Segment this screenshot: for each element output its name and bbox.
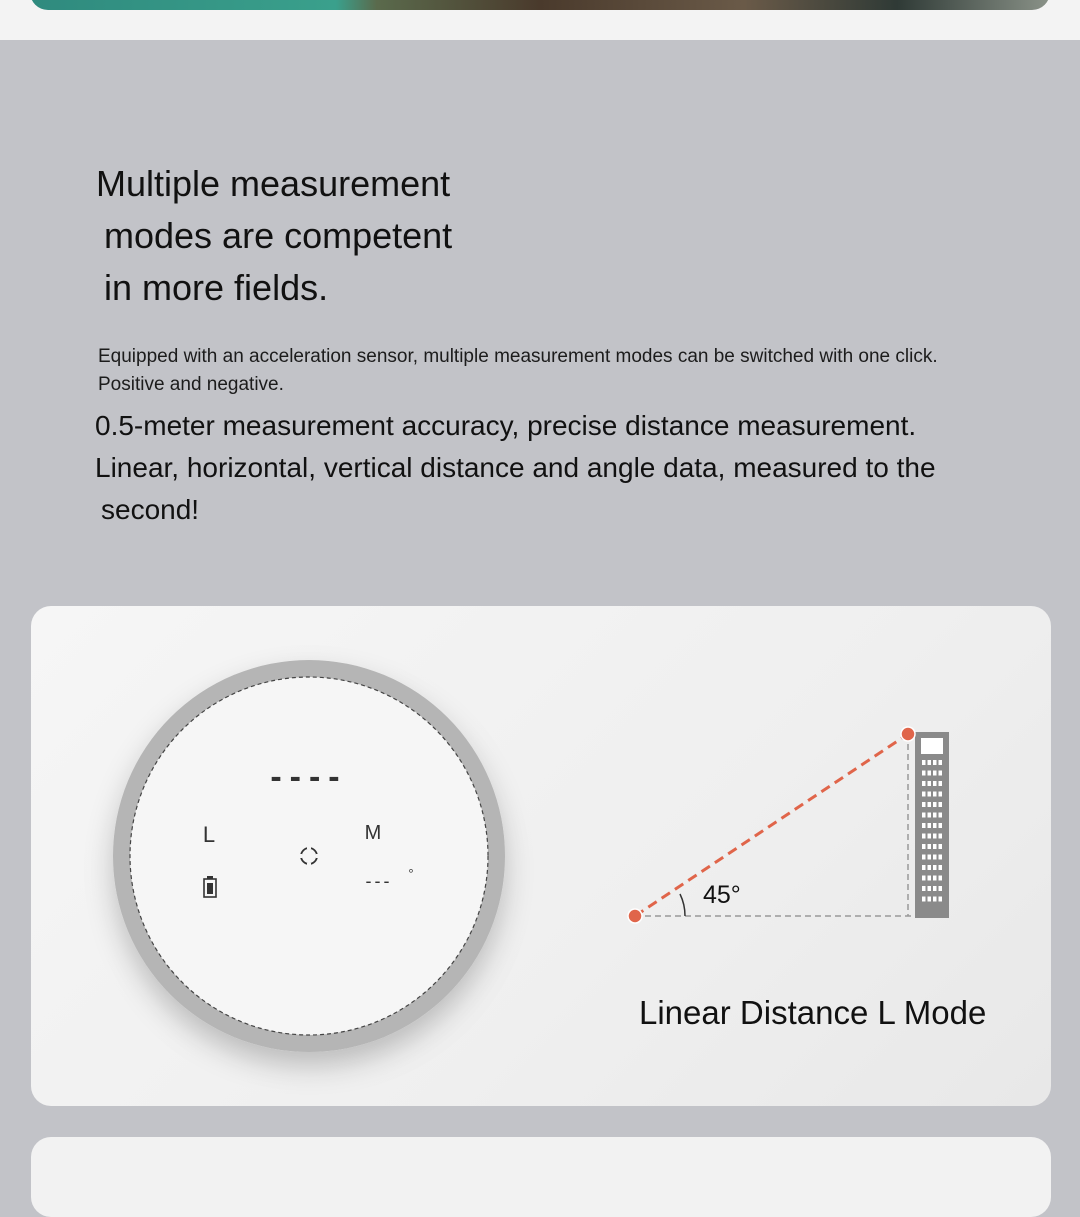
building-window [928, 897, 932, 902]
display-distance-dashes: ---- [270, 758, 348, 796]
building-window [933, 855, 937, 860]
building-window [939, 813, 943, 818]
display-mode-l-indicator: L [202, 822, 216, 847]
building-window [922, 760, 926, 765]
building-window [928, 760, 932, 765]
laser-line [635, 734, 908, 916]
display-unit-m-indicator: M [364, 822, 382, 844]
building-window [939, 823, 943, 828]
description-small-line-2: Positive and negative. [98, 374, 284, 395]
building-window [928, 865, 932, 870]
building-window [922, 823, 926, 828]
building-window [939, 802, 943, 807]
building-window [928, 834, 932, 839]
description-large-line-3: second! [101, 494, 200, 525]
top-strip [0, 0, 1080, 40]
building-window [928, 855, 932, 860]
building-window [922, 792, 926, 797]
mode-label: Linear Distance L Mode [639, 994, 987, 1031]
building-window [939, 876, 943, 881]
building-window [939, 897, 943, 902]
building-window [928, 802, 932, 807]
building-window [939, 886, 943, 891]
building-window [933, 897, 937, 902]
headline-line-1: Multiple measurement [96, 163, 451, 204]
building-window [928, 781, 932, 786]
building-window [928, 844, 932, 849]
description-large-line-2: Linear, horizontal, vertical distance and angle data, measured to the [95, 452, 936, 483]
building-window [933, 876, 937, 881]
building-window [922, 813, 926, 818]
building-window [922, 855, 926, 860]
next-mode-card [31, 1137, 1051, 1217]
building-window [933, 813, 937, 818]
building-window [922, 781, 926, 786]
building-window [928, 823, 932, 828]
building-window [922, 876, 926, 881]
building-window [922, 886, 926, 891]
building-window [933, 823, 937, 828]
building-window [922, 897, 926, 902]
building-window [933, 865, 937, 870]
building-window [922, 844, 926, 849]
building-window [922, 771, 926, 776]
building-window [939, 760, 943, 765]
building-window [939, 771, 943, 776]
description-large-line-1: 0.5-meter measurement accuracy, precise distance measurement. [95, 410, 917, 441]
rangefinder-display [113, 660, 505, 1052]
building-window [939, 865, 943, 870]
description-large [95, 405, 1035, 531]
building-window [933, 771, 937, 776]
building-window [939, 855, 943, 860]
angle-label: 45° [703, 881, 741, 909]
laser-start-point [628, 909, 642, 923]
building-window [939, 792, 943, 797]
building-icon [915, 732, 949, 918]
mode-card [31, 606, 1051, 1106]
building-window [933, 760, 937, 765]
building-window [933, 844, 937, 849]
building-window [928, 792, 932, 797]
building-window [933, 792, 937, 797]
building-window [939, 844, 943, 849]
linear-distance-diagram [628, 727, 949, 923]
banner-image-bottom-edge [30, 0, 1050, 10]
building-window [928, 886, 932, 891]
building-window [928, 771, 932, 776]
building-window [939, 781, 943, 786]
angle-arc [680, 894, 685, 916]
building-window [933, 802, 937, 807]
section-headline [96, 158, 516, 314]
building-window [922, 865, 926, 870]
description-small-line-1: Equipped with an acceleration sensor, multiple measurement modes can be switched with one click. [98, 346, 938, 367]
building-window [928, 813, 932, 818]
display-degree-symbol: ° [408, 866, 414, 881]
display-angle-dashes: --- [365, 871, 393, 891]
display-screen [130, 677, 488, 1035]
building-window [922, 802, 926, 807]
laser-target-point [901, 727, 915, 741]
headline-line-2: modes are competent [104, 215, 453, 256]
building-window [933, 781, 937, 786]
building-window [928, 876, 932, 881]
description-small [98, 343, 1028, 399]
building-window [933, 886, 937, 891]
building-window [939, 834, 943, 839]
building-window [933, 834, 937, 839]
headline-line-3: in more fields. [104, 267, 329, 308]
building-window [922, 834, 926, 839]
